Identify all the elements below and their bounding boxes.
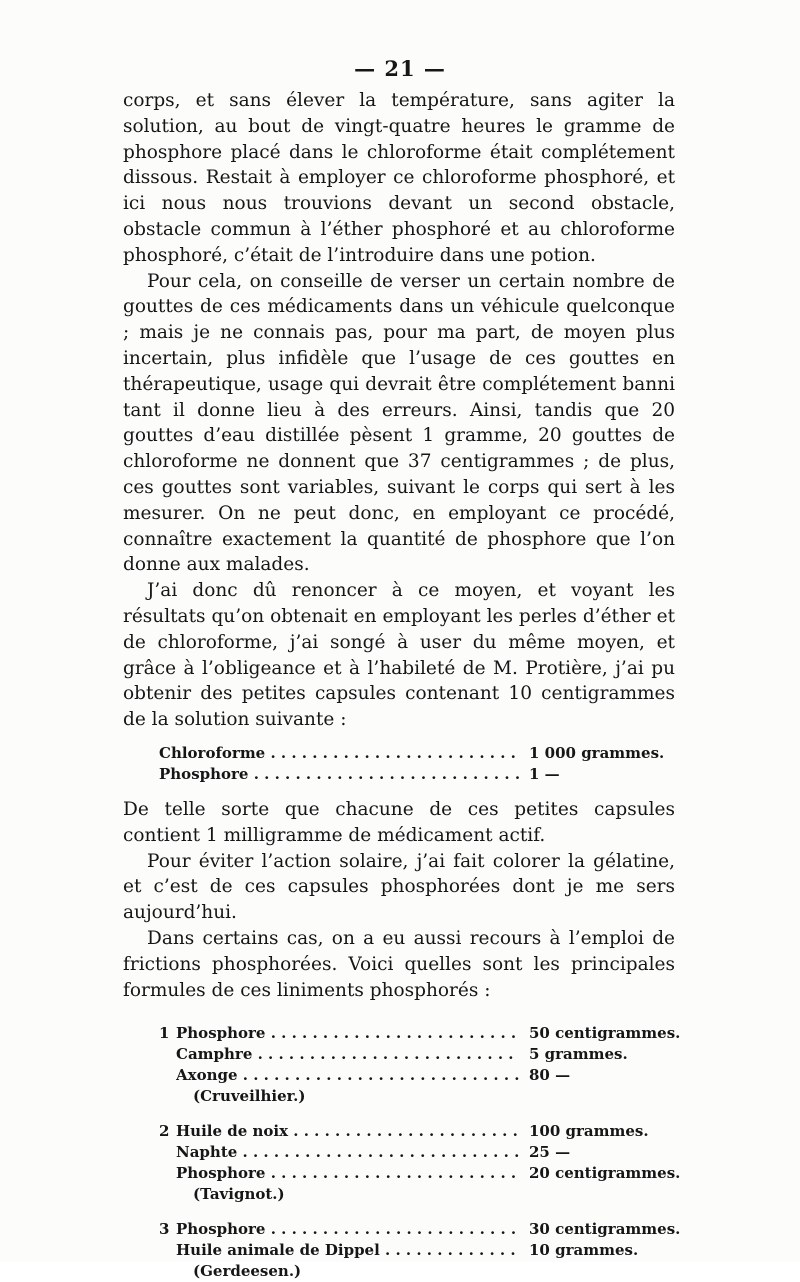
ingredient-qty: 10 grammes. xyxy=(529,1241,639,1260)
ingredient-name: Huile de noix . . . xyxy=(176,1121,519,1142)
ingredient-qty: 80 — xyxy=(529,1066,571,1085)
formula-2 xyxy=(159,1121,681,1205)
formula-source: (Cruveilhier.) xyxy=(193,1087,306,1106)
formula-row xyxy=(159,1163,681,1184)
paragraph-3: J’ai donc dû renoncer à ce moyen, et voyant les résultats qu’on obtenait en employant les perles d’éther et de chloroforme, j’ai songé à user du même moyen, et grâce à l’obligeance et à l’habileté de M. Protière, j’ai pu obtenir des petites capsules contenant 10 centigrammes de la solution suivante : xyxy=(123,580,675,731)
formula-row xyxy=(159,1065,667,1086)
formula-3 xyxy=(159,1219,681,1282)
paragraph-6: Dans certains cas, on a eu aussi recours à l’emploi de frictions phosphorées. Voici quelles sont les principales formules de ces liniments phosphorés : xyxy=(123,927,675,1001)
ingredient-name: Naphte . . . xyxy=(176,1142,519,1163)
ingredient-name: Phosphore . . . xyxy=(176,1023,519,1044)
ingredient-name: Chloroforme . . . xyxy=(159,743,519,764)
ingredient-name: Axonge . . . xyxy=(176,1065,519,1086)
paragraph-5: Pour éviter l’action solaire, j’ai fait colorer la gélatine, et c’est de ces capsules phosphorées dont je me sers aujourd’hui. xyxy=(123,850,675,924)
formula-row xyxy=(159,1044,667,1065)
ingredient-qty: 1 000 grammes. xyxy=(529,743,665,762)
paragraph-2: Pour cela, on conseille de verser un certain nombre de gouttes de ces médicaments dans un véhicule quelconque ; mais je ne connais pas, pour ma part, de moyen plus incertain, plus infidèle que l’usage de ces gouttes en thérapeutique, usage qui devrait être complétement banni tant il donne lieu à des erreurs. Ainsi, tandis que 20 gouttes d’eau distillée pèsent 1 gramme, 20 gouttes de chloroforme ne donnent que 37 centigrammes ; de plus, ces gouttes sont variables, suivant le corps qui sert à les mesurer. On ne peut donc, en employant ce procédé, connaître exactement la quantité de phosphore que l’on donne aux malades. xyxy=(123,270,675,576)
page-number: — 21 — xyxy=(354,56,446,81)
ingredient-name: Phosphore . . . xyxy=(176,1219,519,1240)
recipe-row xyxy=(159,764,667,785)
ingredient-name: Phosphore . . . xyxy=(159,764,519,785)
formula-source: (Tavignot.) xyxy=(193,1185,285,1204)
ingredient-name: Phosphore . . . xyxy=(176,1163,519,1184)
formula-source: (Gerdeesen.) xyxy=(193,1262,302,1281)
formula-row xyxy=(159,1023,681,1044)
formula-number: 1 xyxy=(159,1024,170,1043)
ingredient-name: Camphre . . . xyxy=(176,1044,519,1065)
paragraph-1: corps, et sans élever la température, sans agiter la solution, au bout de vingt-quatre heures le gramme de phosphore placé dans le chloroforme était complétement dissous. Restait à employer ce chloroforme phosphoré, et ici nous nous trouvions devant un second obstacle, obstacle commun à l’éther phosphoré et au chloroforme phosphoré, c’était de l’introduire dans une potion. xyxy=(123,90,675,266)
formula-number: 3 xyxy=(159,1220,170,1239)
formula-row xyxy=(159,1240,667,1261)
ingredient-qty: 100 grammes. xyxy=(529,1122,649,1141)
ingredient-qty: 50 centigrammes. xyxy=(529,1024,681,1043)
ingredient-qty: 20 centigrammes. xyxy=(529,1164,681,1183)
formula-row xyxy=(159,1219,681,1240)
liniment-formulas xyxy=(123,1023,681,1282)
ingredient-qty: 1 — xyxy=(529,764,560,783)
paragraph-4: De telle sorte que chacune de ces petites capsules contient 1 milligramme de médicament actif. xyxy=(123,798,675,846)
formula-number: 2 xyxy=(159,1122,170,1141)
ingredient-qty: 25 — xyxy=(529,1143,571,1162)
recipe-row xyxy=(159,743,667,764)
ingredient-qty: 5 grammes. xyxy=(529,1045,628,1064)
page-body xyxy=(123,88,681,1282)
formula-1 xyxy=(159,1023,681,1107)
formula-row xyxy=(159,1121,667,1142)
ingredient-name: Huile animale de Dippel . . . xyxy=(176,1240,519,1261)
ingredient-qty: 30 centigrammes. xyxy=(529,1220,681,1239)
formula-row xyxy=(159,1142,667,1163)
solution-recipe xyxy=(159,743,667,785)
